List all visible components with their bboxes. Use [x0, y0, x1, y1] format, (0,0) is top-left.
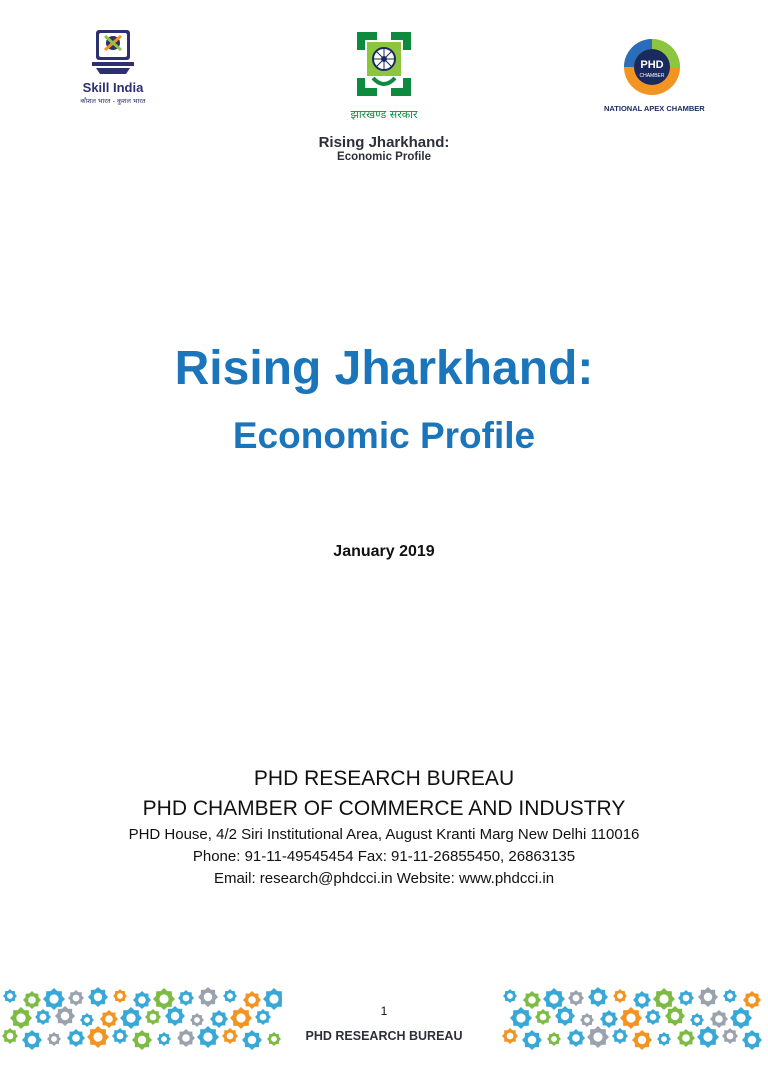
document-title-line1: Rising Jharkhand: [174, 342, 594, 395]
gear-hub [138, 996, 146, 1004]
gear-hub [528, 996, 536, 1004]
chamber-name: PHD CHAMBER OF COMMERCE AND INDUSTRY [142, 797, 626, 820]
footer-gear-decoration-right [500, 984, 768, 1054]
bureau-name: PHD RESEARCH BUREAU [253, 767, 515, 790]
skill-india-tagline: कौशल भारत - कुशल भारत [80, 97, 146, 105]
header-title-line2: Economic Profile [337, 151, 431, 164]
publication-date: January 2019 [333, 543, 435, 560]
phone-line: Phone: 91-11-49545454 Fax: 91-11-26855450, 26863135 [192, 848, 576, 865]
header-title-line1: Rising Jharkhand: [318, 134, 450, 151]
jharkhand-caption: झारखण्ड सरकार [350, 108, 418, 121]
skill-india-logo [78, 28, 148, 114]
gear-hub [549, 994, 558, 1003]
gear-hub [594, 993, 602, 1001]
gear-hub [659, 994, 668, 1003]
document-title [0, 332, 768, 466]
gear-hub [248, 996, 256, 1004]
email-line: Email: research@phdcci.in Website: www.phdcci.in [213, 870, 555, 887]
gear-hub [748, 996, 756, 1004]
page-number: 1 [380, 1004, 388, 1018]
gear-hub [617, 993, 623, 999]
skill-india-emblem-icon [90, 28, 136, 78]
gear-hub [49, 994, 58, 1003]
phd-apex-subtitle: NATIONAL APEX CHAMBER [604, 104, 705, 113]
gear-hub [727, 993, 733, 999]
footer-label: PHD RESEARCH BUREAU [305, 1029, 463, 1043]
gear-hub [573, 995, 580, 1002]
gear-hub [73, 995, 80, 1002]
skill-india-name: Skill India [82, 80, 144, 95]
phd-chamber-seal-icon [623, 38, 681, 96]
gear-hub [704, 993, 712, 1001]
gear-hub [204, 993, 212, 1001]
gear-hub [269, 994, 278, 1003]
gear-hub [159, 994, 168, 1003]
address-line: PHD House, 4/2 Siri Institutional Area, August Kranti Marg New Delhi 110016 [128, 826, 640, 843]
jharkhand-emblem-icon [347, 28, 421, 100]
gear-hub [7, 993, 13, 999]
gear-hub [183, 995, 190, 1002]
gear-hub [638, 996, 646, 1004]
phd-seal-subtext: CHAMBER [639, 73, 665, 79]
gear-cluster-right-icon [500, 984, 768, 1054]
gear-hub [683, 995, 690, 1002]
jharkhand-logo [336, 28, 432, 120]
footer-gear-decoration-left [0, 984, 282, 1054]
phd-seal-text: PHD [640, 59, 664, 71]
gear-hub [227, 993, 233, 999]
gear-hub [28, 996, 36, 1004]
gear-hub [507, 993, 513, 999]
document-title-line2: Economic Profile [232, 415, 536, 456]
header-title [0, 134, 768, 164]
gear-hub [94, 993, 102, 1001]
phd-chamber-logo [604, 38, 705, 113]
gear-hub [117, 993, 123, 999]
gear-cluster-left-icon [0, 984, 282, 1054]
organisation-block [0, 764, 768, 890]
